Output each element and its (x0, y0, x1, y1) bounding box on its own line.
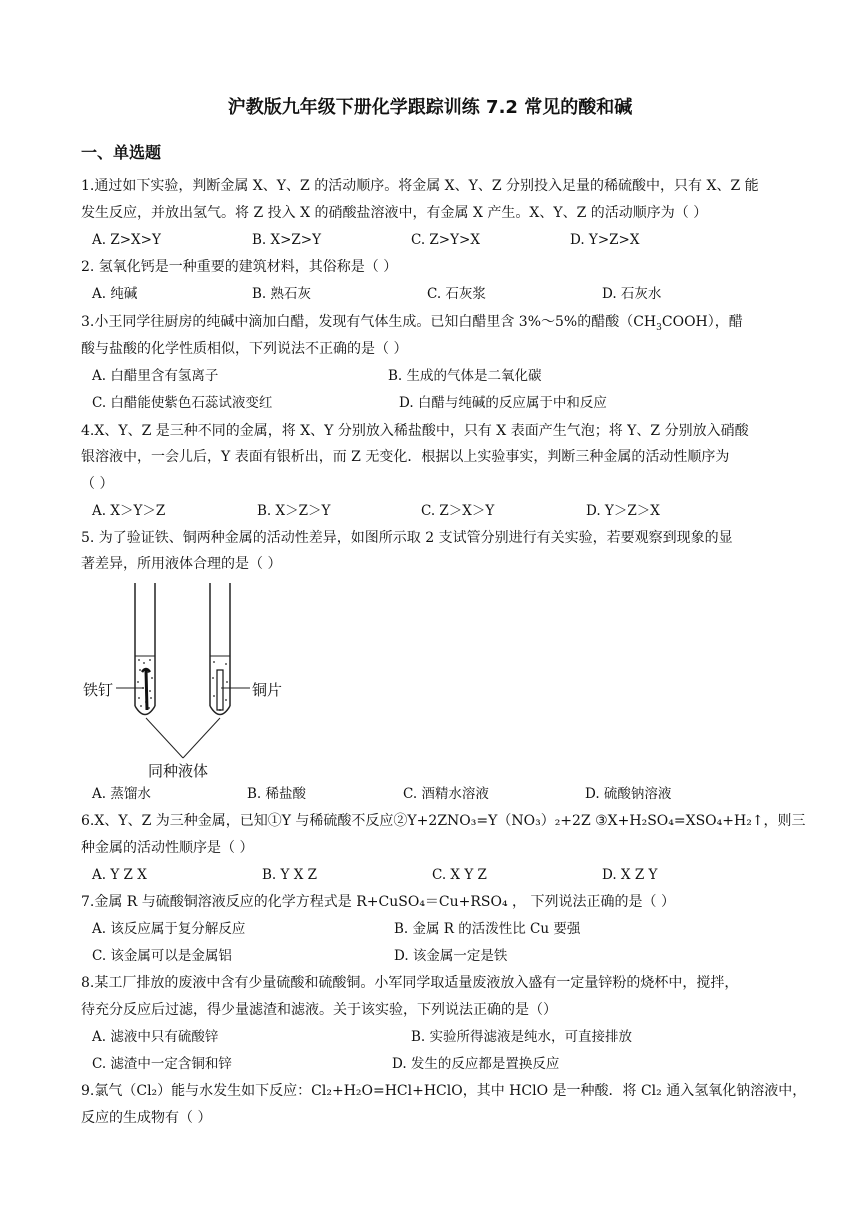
q9-line-1: 9.氯气（Cl₂）能与水发生如下反应：Cl₂+H₂O=HCl+HClO，其中 HClO 是一种酸．将 Cl₂ 通入氢氧化钠溶液中， (81, 1083, 807, 1099)
q8-option-a[interactable]: A. 滤液中只有硫酸锌 (92, 1029, 219, 1045)
q8-line-1: 8.某工厂排放的废液中含有少量硫酸和硫酸铜。小军同学取适量废液放入盛有一定量锌粉的烧杯中，搅拌， (81, 975, 739, 991)
q5-option-c[interactable]: C. 酒精水溶液 (403, 786, 489, 802)
q3-line-1-part-b: COOH），醋 (661, 314, 743, 330)
q4-line-2: 银溶液中，一会儿后，Y 表面有银析出，而 Z 无变化．根据以上实验事实，判断三种金属的活动性顺序为 (81, 449, 730, 465)
q4-option-a[interactable]: A. X＞Y＞Z (92, 503, 166, 519)
q4-option-d[interactable]: D. Y＞Z＞X (586, 503, 660, 519)
q7-option-d[interactable]: D. 该金属一定是铁 (394, 948, 508, 964)
q3-option-b[interactable]: B. 生成的气体是二氧化碳 (388, 368, 542, 384)
q8-option-b[interactable]: B. 实验所得滤液是纯水，可直接排放 (411, 1029, 633, 1045)
q8-line-2: 待充分反应后过滤，得少量滤渣和滤液。关于该实验，下列说法正确的是（） (81, 1002, 557, 1018)
q5-option-a[interactable]: A. 蒸馏水 (92, 786, 151, 802)
q6-line-2: 种金属的活动性顺序是（ ） (81, 840, 254, 856)
q1-option-a[interactable]: A. Z>X>Y (92, 232, 161, 248)
q6-option-a[interactable]: A. Y Z X (92, 867, 147, 883)
q2-option-a[interactable]: A. 纯碱 (92, 286, 138, 302)
q2-line-1: 2. 氢氧化钙是一种重要的建筑材料，其俗称是（ ） (81, 259, 398, 275)
right-liquid-dots (212, 661, 228, 711)
q6-option-d[interactable]: D. X Z Y (602, 867, 658, 883)
q6-option-c[interactable]: C. X Y Z (432, 867, 487, 883)
left-test-tube (135, 583, 155, 715)
q5-option-d[interactable]: D. 硫酸钠溶液 (585, 786, 672, 802)
q3-line-1-part-a: 3.小王同学往厨房的纯碱中滴加白醋，发现有气体生成。已知白醋里含 3%～5%的醋酸（CH (81, 314, 657, 330)
q7-option-c[interactable]: C. 该金属可以是金属铝 (92, 948, 232, 964)
figure-label-iron-nail: 铁钉 (83, 681, 114, 699)
q3-line-2: 酸与盐酸的化学性质相似，下列说法不正确的是（ ） (81, 341, 408, 357)
q4-option-b[interactable]: B. X＞Z＞Y (257, 503, 331, 519)
q3-option-d[interactable]: D. 白醋与纯碱的反应属于中和反应 (399, 395, 607, 411)
q2-option-b[interactable]: B. 熟石灰 (252, 286, 312, 302)
q8-option-d[interactable]: D. 发生的反应都是置换反应 (392, 1056, 560, 1072)
q4-line-3: （ ） (81, 476, 114, 492)
q3-line-1 (81, 312, 743, 338)
q3-option-c[interactable]: C. 白醋能使紫色石蕊试液变红 (92, 395, 273, 411)
q3-option-a[interactable]: A. 白醋里含有氢离子 (92, 368, 219, 384)
q2-option-c[interactable]: C. 石灰浆 (427, 286, 486, 302)
q9-line-2: 反应的生成物有（ ） (81, 1110, 212, 1126)
q1-option-d[interactable]: D. Y>Z>X (570, 232, 640, 248)
q4-option-c[interactable]: C. Z＞X＞Y (421, 503, 495, 519)
q5-line-1: 5. 为了验证铁、铜两种金属的活动性差异，如图所示取 2 支试管分别进行有关实验，若要观察到现象的显 (81, 530, 733, 546)
q4-line-1: 4.X、Y、Z 是三种不同的金属，将 X、Y 分别放入稀盐酸中，只有 X 表面产生气泡；将 Y、Z 分别放入硝酸 (81, 423, 749, 439)
section-heading: 一、单选题 (81, 143, 162, 162)
q8-option-c[interactable]: C. 滤渣中一定含铜和锌 (92, 1056, 232, 1072)
q1-option-c[interactable]: C. Z>Y>X (411, 232, 480, 248)
q7-line-1: 7.金属 R 与硫酸铜溶液反应的化学方程式是 R+CuSO₄＝Cu+RSO₄ ， 下列说法正确的是（ ） (81, 894, 675, 910)
q2-option-d[interactable]: D. 石灰水 (602, 286, 662, 302)
page-title: 沪教版九年级下册化学跟踪训练 7.2 常见的酸和碱 (227, 97, 633, 118)
q7-option-b[interactable]: B. 金属 R 的活泼性比 Cu 要强 (394, 921, 581, 937)
figure-label-same-liquid: 同种液体 (148, 762, 209, 780)
q6-option-b[interactable]: B. Y X Z (262, 867, 317, 883)
q5-option-b[interactable]: B. 稀盐酸 (247, 786, 307, 802)
q6-line-1: 6.X、Y、Z 为三种金属，已知①Y 与稀硫酸不反应②Y+2ZNO₃=Y（NO₃）₂+2Z ③X+H₂SO₄=XSO₄+H₂↑，则三 (81, 813, 806, 829)
right-test-tube (210, 583, 230, 715)
q1-line-2: 发生反应，并放出氢气。将 Z 投入 X 的硝酸盐溶液中，有金属 X 产生。X、Y、Z 的活动顺序为（ ） (81, 205, 708, 221)
q1-line-1: 1.通过如下实验，判断金属 X、Y、Z 的活动顺序。将金属 X、Y、Z 分别投入足量的稀硫酸中，只有 X、Z 能 (81, 178, 759, 194)
q7-option-a[interactable]: A. 该反应属于复分解反应 (92, 921, 246, 937)
q3-line-1-subscript: 3 (656, 322, 662, 333)
q1-option-b[interactable]: B. X>Z>Y (252, 232, 322, 248)
figure-label-copper-sheet: 铜片 (252, 681, 283, 699)
q5-line-2: 著差异，所用液体合理的是（ ） (81, 556, 282, 572)
